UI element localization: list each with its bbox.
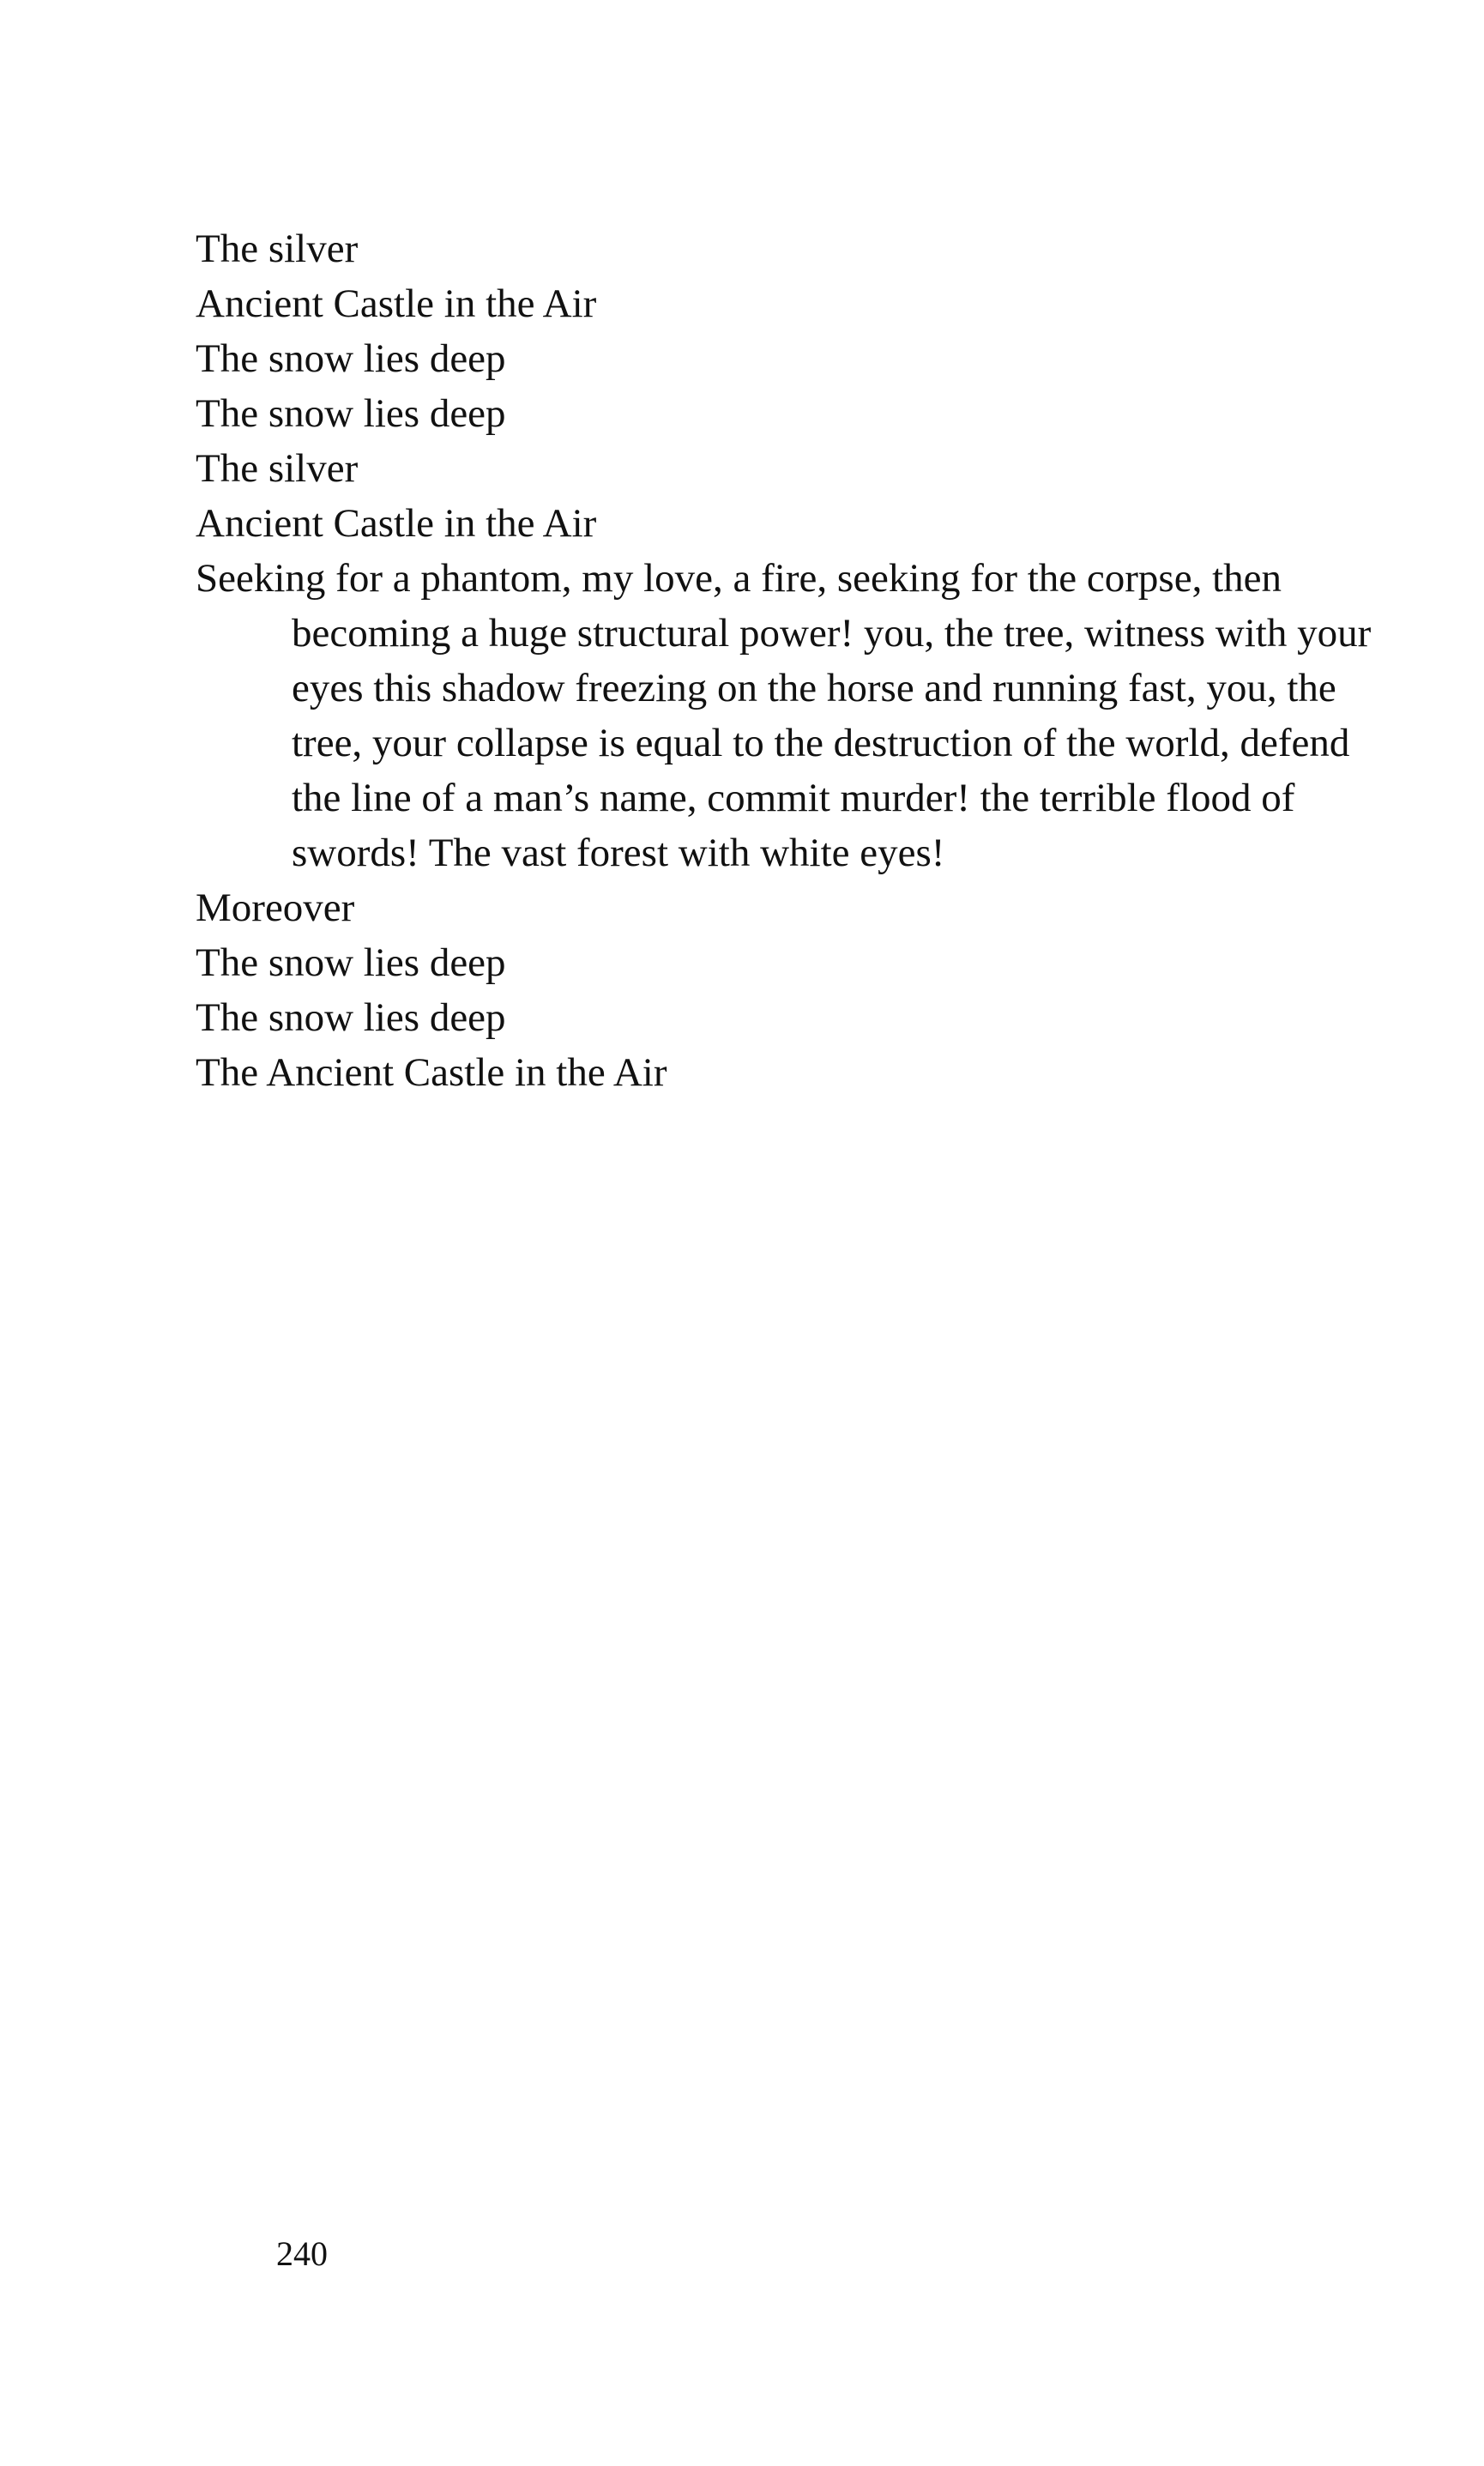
poem-line: The Ancient Castle in the Air	[196, 1050, 667, 1095]
poem-line: Ancient Castle in the Air	[196, 281, 597, 326]
poem-line: The silver	[196, 227, 359, 271]
poem-line: The snow lies deep	[196, 995, 506, 1040]
poem-line: Moreover	[196, 885, 355, 930]
poem-line: The snow lies deep	[196, 336, 506, 381]
poem-body	[196, 221, 1372, 1100]
poem-line: The snow lies deep	[196, 940, 506, 985]
poem-line: Ancient Castle in the Air	[196, 501, 597, 546]
poem-line: The snow lies deep	[196, 391, 506, 436]
page-number: 240	[276, 2234, 328, 2273]
poem-long-stanza: Seeking for a phantom, my love, a fire, seeking for the corpse, then becoming a huge structural power! you, the tree, witness with your eyes this shadow freezing on the horse and running fast, you, the tree, your collapse is equal to the destruction of the world, defend the line of a man’s name, commit murder! the terrible flood of swords! The vast forest with white eyes!	[196, 556, 1372, 875]
poem-line: The silver	[196, 446, 359, 491]
